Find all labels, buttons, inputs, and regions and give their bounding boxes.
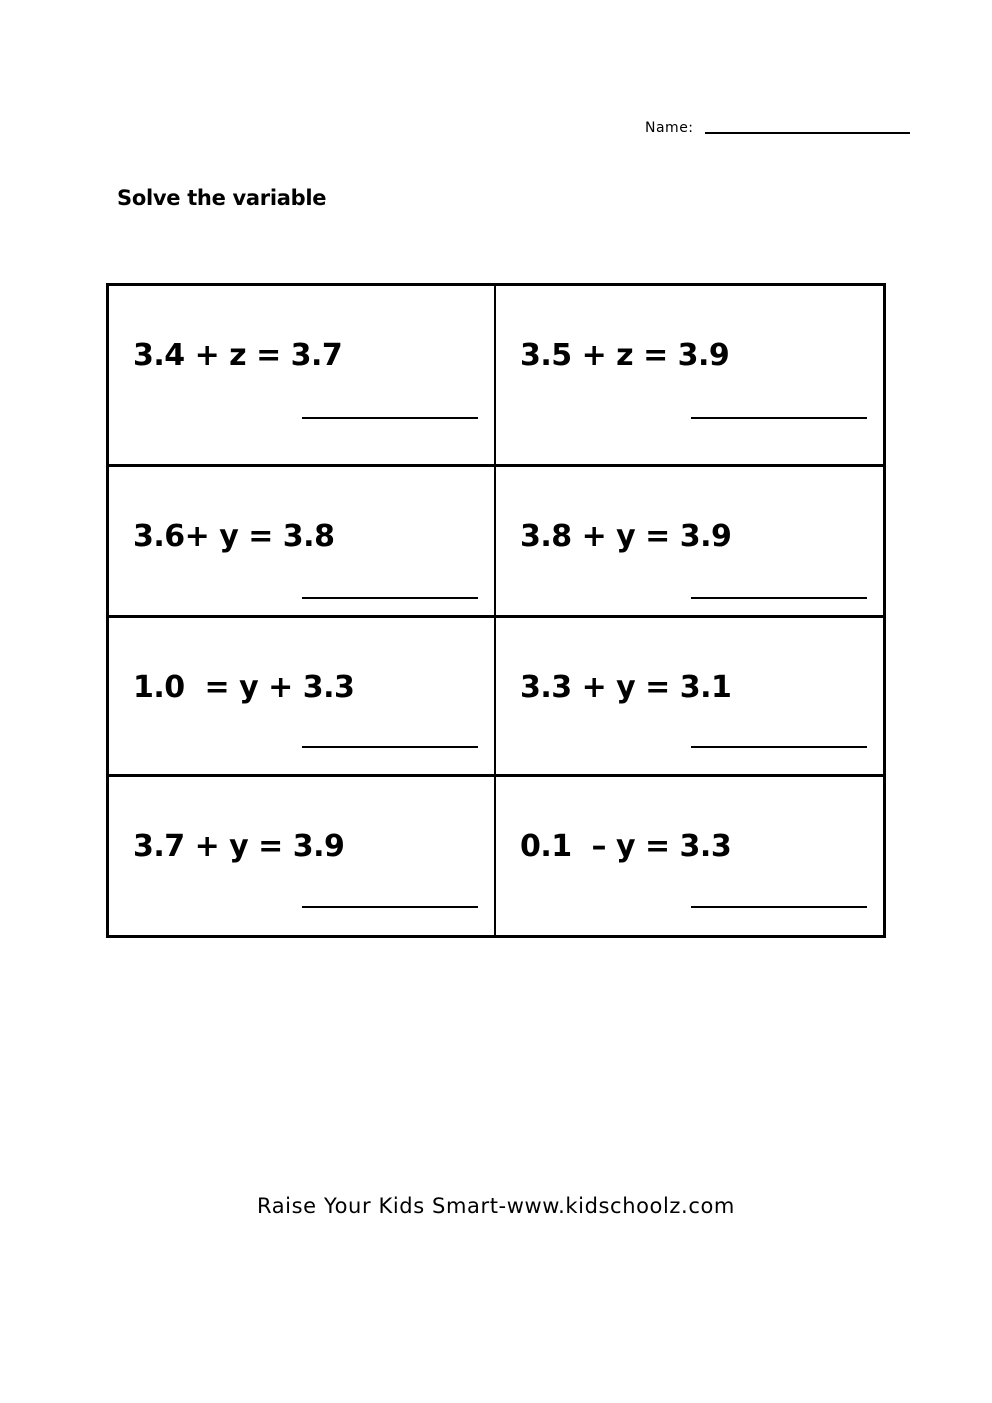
problem-cell-6	[496, 618, 883, 777]
answer-blank-line[interactable]	[302, 746, 478, 748]
instruction-heading: Solve the variable	[117, 186, 327, 210]
equation: 3.4 + z = 3.7	[133, 338, 343, 373]
equation: 3.3 + y = 3.1	[520, 670, 732, 705]
problem-cell-5	[109, 618, 496, 777]
problem-cell-8	[496, 777, 883, 935]
answer-blank-line[interactable]	[302, 417, 478, 419]
name-label: Name:	[645, 120, 694, 136]
answer-blank-line[interactable]	[691, 746, 867, 748]
name-blank-line[interactable]	[705, 132, 910, 134]
answer-blank-line[interactable]	[691, 906, 867, 908]
footer-text: Raise Your Kids Smart-www.kidschoolz.com	[256, 1194, 735, 1218]
problem-cell-7	[109, 777, 496, 935]
equation: 0.1 – y = 3.3	[520, 829, 732, 864]
name-field	[645, 118, 910, 138]
answer-blank-line[interactable]	[691, 417, 867, 419]
equation: 1.0 = y + 3.3	[133, 670, 355, 705]
equation: 3.5 + z = 3.9	[520, 338, 730, 373]
problem-cell-2	[496, 286, 883, 467]
equation: 3.8 + y = 3.9	[520, 519, 732, 554]
problem-cell-4	[496, 467, 883, 618]
equation: 3.7 + y = 3.9	[133, 829, 345, 864]
problem-grid	[106, 283, 886, 938]
answer-blank-line[interactable]	[302, 906, 478, 908]
problem-cell-3	[109, 467, 496, 618]
problem-cell-1	[109, 286, 496, 467]
equation: 3.6+ y = 3.8	[133, 519, 335, 554]
answer-blank-line[interactable]	[302, 597, 478, 599]
answer-blank-line[interactable]	[691, 597, 867, 599]
